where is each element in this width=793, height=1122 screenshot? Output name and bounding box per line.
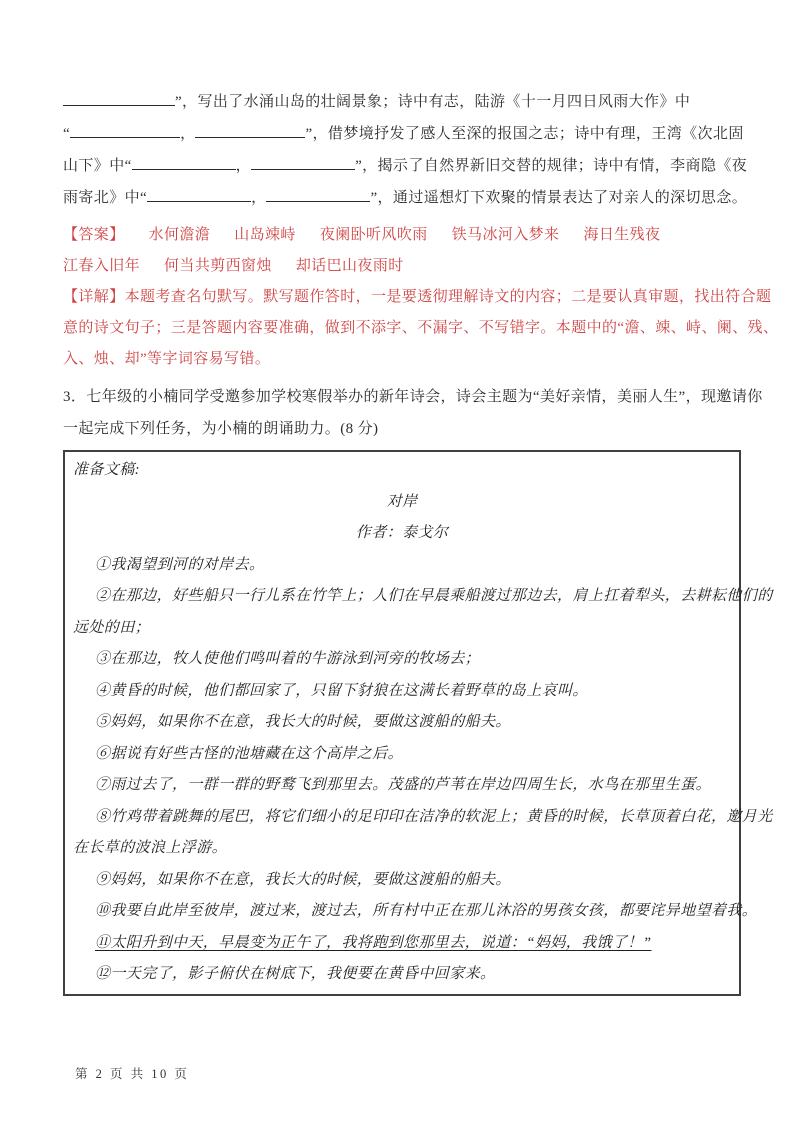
- answer-blank: [195, 122, 305, 138]
- page-footer: 第 2 页 共 10 页: [75, 1066, 190, 1081]
- text-line: [63, 86, 741, 118]
- answer-item: 江春入旧年: [63, 258, 141, 274]
- text-line: [63, 118, 744, 150]
- question-3: [63, 381, 763, 445]
- answer-blank: [63, 90, 175, 106]
- poem-line: ②在那边，好些船只一行儿系在竹竿上；人们在早晨乘船渡过那边去，肩上扛着犁头，去耕耘他们的: [95, 588, 773, 604]
- answer-blank: [132, 154, 236, 170]
- answer-item: 夜阑卧听风吹雨: [319, 227, 428, 243]
- question-text: ，: [180, 126, 196, 142]
- text-line: [63, 182, 748, 214]
- question-text: ”，通过遥想灯下欢聚的情景表达了对亲人的深切思念。: [370, 190, 748, 206]
- answer-item: 水何澹澹: [148, 227, 211, 243]
- poem-line: 在长草的波浪上浮游。: [73, 840, 228, 856]
- answer-item: 海日生残夜: [583, 227, 661, 243]
- question-text: “: [63, 126, 71, 142]
- answer-blank: [251, 154, 355, 170]
- poem-line: ⑨妈妈，如果你不在意，我长大的时候，要做这渡船的船夫。: [95, 871, 511, 888]
- answer-blank: [70, 122, 180, 138]
- poem-author: 作者：泰戈尔: [355, 525, 449, 541]
- question-text: ”，写出了水涌山岛的壮阔景象；诗中有志，陆游《十一月四日风雨大作》中: [175, 94, 691, 110]
- question-3-line: 3．七年级的小楠同学受邀参加学校寒假举办的新年诗会，诗会主题为“美好亲情，美丽人生”，现邀请你: [63, 389, 763, 405]
- question-3-line: 一起完成下列任务，为小楠的朗诵助力。(8 分): [63, 421, 379, 437]
- script-heading: 准备文稿:: [73, 462, 140, 478]
- question-text: 雨寄北》中“: [63, 190, 148, 206]
- detail-line: 入、烛、却”等字词容易写错。: [63, 351, 271, 367]
- answer-label: 【答案】: [63, 227, 125, 243]
- dictation-question: [63, 86, 748, 214]
- detail-line: 意的诗文句子；三是答题内容要准确，做到不添字、不漏字、不写错字。本题中的“澹、竦、峙、阑、残、: [63, 320, 779, 336]
- question-text: ”，借梦境抒发了感人至深的报国之志；诗中有理，王湾《次北固: [305, 126, 744, 142]
- poem-line: ⑧竹鸡带着跳舞的尾巴，将它们细小的足印印在洁净的软泥上；黄昏的时候，长草顶着白花，邀月光: [95, 808, 773, 825]
- question-text: ”，揭示了自然界新旧交替的规律；诗中有情，李商隐《夜: [355, 158, 748, 174]
- poem-line: ①我渴望到河的对岸去。: [95, 556, 265, 573]
- answer-explanation-block: [63, 220, 779, 375]
- detail-line: 【详解】本题考查名句默写。默写题作答时，一是要透彻理解诗文的内容；二是要认真审题，找出符合题: [63, 289, 772, 305]
- poem-line: ⑥据说有好些古怪的池塘藏在这个高岸之后。: [95, 745, 404, 762]
- poem-line-underlined: ⑪太阳升到中天，早晨变为正午了，我将跑到您那里去，说道：“妈妈，我饿了！”: [95, 934, 652, 951]
- poem-line: 远处的田；: [73, 619, 151, 636]
- answer-item: 却话巴山夜雨时: [295, 258, 404, 274]
- question-text: 山下》中“: [63, 158, 132, 174]
- answer-row: [63, 251, 741, 282]
- poem-line: ⑦雨过去了，一群一群的野鹜飞到那里去。茂盛的芦苇在岸边四周生长，水鸟在那里生蛋。: [95, 777, 712, 793]
- poem-line: ④黄昏的时候，他们都回家了，只留下豺狼在这满长着野草的岛上哀叫。: [95, 682, 588, 699]
- text-line: [63, 150, 748, 182]
- answer-item: 铁马冰河入梦来: [451, 227, 560, 243]
- answer-blank: [266, 186, 370, 202]
- script-box: [63, 450, 773, 996]
- poem-line: ⑩我要自此岸至彼岸，渡过来，渡过去，所有村中正在那儿沐浴的男孩女孩，都要诧异地望着我。: [95, 903, 758, 919]
- poem-line: ③在那边，牧人使他们鸣叫着的牛游泳到河旁的牧场去；: [95, 651, 481, 667]
- poem-line: ⑫一天完了，影子俯伏在树底下，我便要在黄昏中回家来。: [95, 966, 496, 982]
- question-text: ，: [235, 158, 252, 174]
- poem-title: 对岸: [386, 493, 418, 510]
- poem-line: ⑤妈妈，如果你不在意，我长大的时候，要做这渡船的船夫。: [95, 714, 511, 730]
- answer-row: [63, 220, 741, 251]
- answer-blank: [147, 186, 251, 202]
- answer-item: 山岛竦峙: [234, 227, 296, 243]
- question-text: ，: [251, 190, 267, 206]
- answer-item: 何当共剪西窗烛: [164, 258, 272, 274]
